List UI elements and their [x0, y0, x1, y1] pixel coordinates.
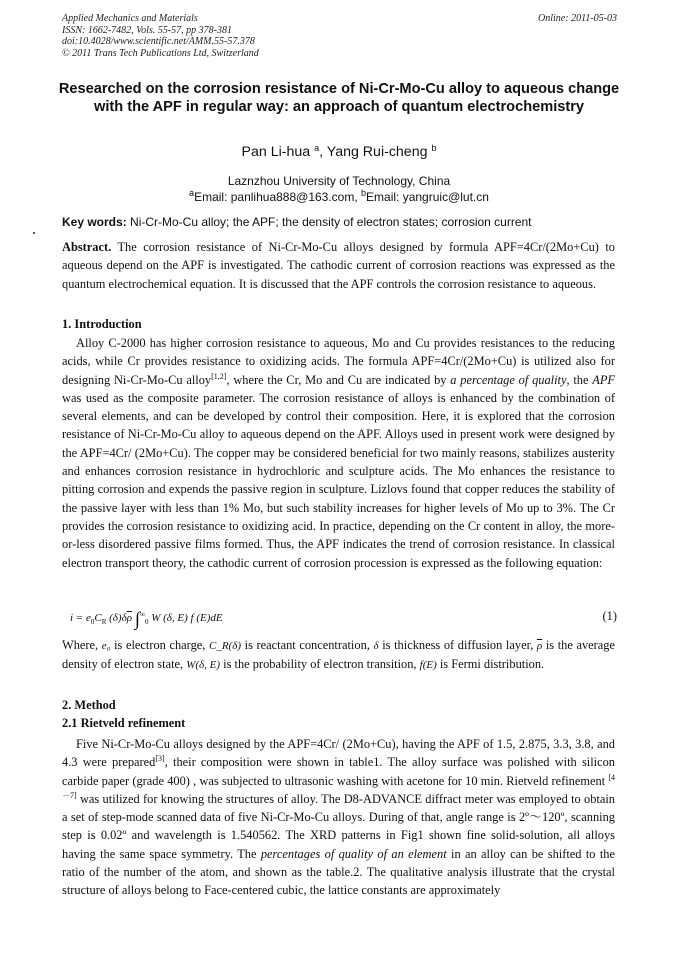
- keywords-label: Key words:: [62, 215, 127, 229]
- abstract-text: The corrosion resistance of Ni-Cr-Mo-Cu alloys designed by formula APF=4Cr/(2Mo+Cu) to aqueous depend on the APF is investigated. The cathodic current of corrosion reactions was expressed as the quantum electrochemical equation. It is discussed that the APF controls the corrosion resistance to aqueous.: [62, 240, 615, 291]
- author-superscript: a: [314, 143, 320, 153]
- email-line: [0, 190, 678, 204]
- equation-definitions: Where, e₀ is electron charge, C_R(δ) is reactant concentration, δ is thickness of diffusion layer, $\overline{\rho}$ is the average density of electron state, W(δ, E) is the probability of electron transition, f(E) is Fermi distribution.: [62, 638, 615, 672]
- keywords: [62, 215, 618, 229]
- author-name: Yang Rui-cheng: [326, 144, 428, 160]
- subsection-heading-rietveld: 2.1 Rietveld refinement: [62, 716, 186, 730]
- abstract: [62, 238, 615, 293]
- paper-title: Researched on the corrosion resistance of Ni-Cr-Mo-Cu alloy to aqueous change with the APF in regular way: an approach of quantum electrochemistry: [58, 81, 620, 115]
- email-address: Email: yangruic@lut.cn: [366, 190, 489, 204]
- journal-name: Applied Mechanics and Materials: [62, 13, 198, 24]
- citation: [4－7]: [62, 772, 615, 800]
- issn-line: ISSN: 1662-7482, Vols. 55-57, pp 378-381: [62, 24, 232, 36]
- equation-expression: $i = e_0C_R$ $(\delta)\delta\overline{\rho}$ $\int^\infty_0$ W (δ, E) f (E)dE: [70, 609, 223, 630]
- abstract-label: Abstract.: [62, 240, 112, 254]
- doi-line: doi:10.4028/www.scientific.net/AMM.55-57.378: [62, 36, 255, 47]
- citation: [1,2]: [211, 371, 227, 381]
- section-heading-method: 2. Method: [62, 698, 116, 712]
- email-superscript: a: [189, 188, 195, 198]
- affiliation: Laznzhou University of Technology, China: [227, 174, 451, 188]
- stray-mark: [33, 232, 35, 234]
- method-paragraph: Five Ni-Cr-Mo-Cu alloys designed by the APF=4Cr/ (2Mo+Cu), having the APF of 1.5, 2.875, 3.3, 3.8, and 4.3 were prepared[3], their composition were shown in table1. The alloy surface was polished with silicon carbide paper (grade 400) , was subjected to ultrasonic washing with acetone for 10 min. Rietveld refinement [4－7] was utilized for knowing the structures of alloy. The D8-ADVANCE diffract meter was employed to obtain a set of step-mode scanned data of five Ni-Cr-Mo-Cu alloys. During of that, angle range is 2º～120º, scanning step is 0.02º and wavelength is 1.540562. The XRD patterns in Fig1 shown fine solid-solution, all alloys having the same space symmetry. The percentages of quality of an element in an alloy can be shifted to the ratio of the number of the atom, and shown as the table.2. The qualitative analysis illustrate that the crystal structure of alloys belong to Face-centered cubic, the lattice constants are approximately: [62, 737, 615, 898]
- author-line: [0, 144, 678, 160]
- author-superscript: b: [431, 143, 437, 153]
- equation-1: [62, 605, 617, 631]
- author-name: Pan Li-hua: [241, 144, 311, 160]
- copyright-line: © 2011 Trans Tech Publications Ltd, Switzerland: [62, 47, 259, 59]
- introduction-paragraph: Alloy C-2000 has higher corrosion resistance to aqueous, Mo and Cu provides resistances to the reducing acids, while Cr provides resistance to oxidizing acids. The formula APF=4Cr/(2Mo+Cu) is utilized also for designing Ni-Cr-Mo-Cu alloy[1,2], where the Cr, Mo and Cu are indicated by a percentage of quality, the APF was used as the composite parameter. The corrosion resistance of alloys is enhanced by the combination of several elements, and can be developed by control their composition. Here, it is explored that the corrosion resistance of Ni-Cr-Mo-Cu alloy to aqueous depend on the APF. Alloys used in present work were designed by the APF=4Cr/ (2Mo+Cu). The copper may be considered beneficial for two mainly reasons, stabilizes austerity and enhances corrosion resistance in hydrochloric and sculpture acids. The Mo enhances the resistance to pitting corrosion and expends the passive region in sculpture. Lizlovs found that copper reduces the stability of the passive layer with less than 1% Mo, but such stability increases for higher levels of Mo up to 3%. The Cr provides the corrosion resistance to oxidizing acid. In practice, depending on the Cr content in alloy, the more-or-less disordered passive films formed. Thus, the APF indicates the trend of corrosion resistance. In classical electron transport theory, the cathodic current of corrosion procession is expressed as the following equation:: [62, 336, 616, 570]
- section-heading-introduction: 1. Introduction: [62, 317, 142, 331]
- citation: [3]: [155, 754, 165, 764]
- journal-header: [62, 13, 617, 59]
- online-date: Online: 2011-05-03: [538, 13, 617, 24]
- equation-number: (1): [602, 609, 617, 623]
- author-separator: ,: [319, 144, 327, 160]
- keywords-text: Ni-Cr-Mo-Cu alloy; the APF; the density of electron states; corrosion current: [126, 215, 532, 229]
- email-superscript: b: [361, 188, 367, 198]
- email-address: Email: panlihua888@163.com,: [194, 190, 362, 204]
